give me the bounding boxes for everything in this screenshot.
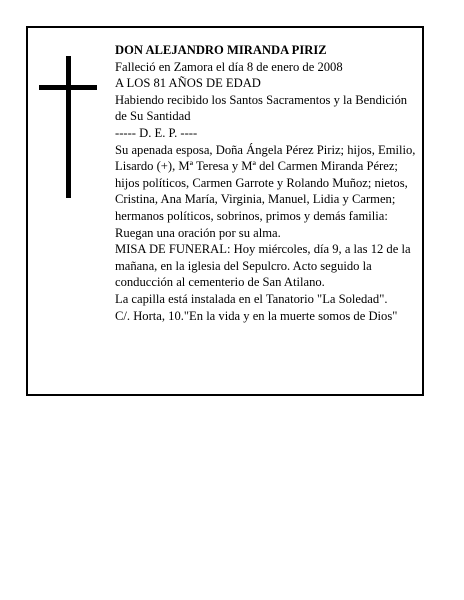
address-quote-line: C/. Horta, 10."En la vida y en la muerte somos de Dios" [115,308,398,323]
funeral-paragraph: MISA DE FUNERAL: Hoy miércoles, día 9, a las 12 de la mañana, en la iglesia del Sepulcro. Acto seguido la conducción al cementerio de San Atilano. [115,242,411,290]
prayer-line: Ruegan una oración por su alma. [115,225,281,240]
obituary-notice [26,26,424,396]
family-paragraph: Su apenada esposa, Doña Ángela Pérez Piriz; hijos, Emilio, Lisardo (+), Mª Teresa y Mª del Carmen Miranda Pérez; hijos políticos, Carmen Garrote y Rolando Muñoz; nietos, Cristina, Ana María, Virginia, Manuel, Lidia y Carmen; hermanos políticos, sobrinos, primos y demás familia: [115,142,416,223]
obituary-text [115,42,421,324]
death-info: Falleció en Zamora el día 8 de enero de 2008 [115,59,343,74]
rip-line: ----- D. E. P. ---- [115,125,198,140]
chapel-line: La capilla está instalada en el Tanatorio "La Soledad". [115,291,388,306]
deceased-name: DON ALEJANDRO MIRANDA PIRIZ [115,43,327,57]
cross-icon [66,56,71,198]
cross-icon-bar [39,85,97,90]
age-line: A LOS 81 AÑOS DE EDAD [115,76,261,91]
sacraments-line: Habiendo recibido los Santos Sacramentos y la Bendición de Su Santidad [115,92,408,124]
